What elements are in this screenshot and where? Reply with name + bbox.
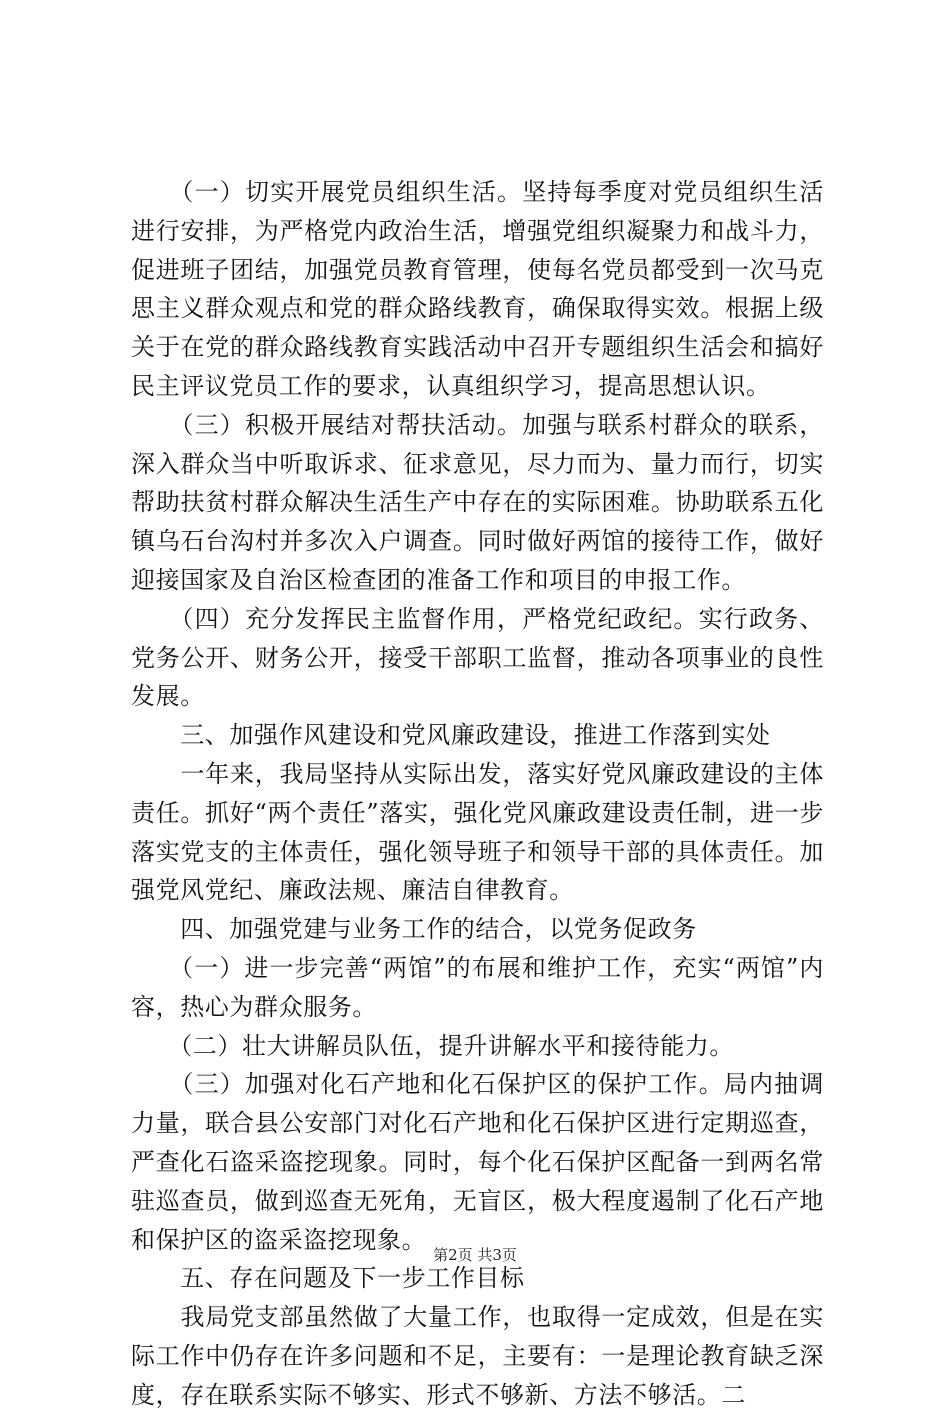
paragraph: （三）积极开展结对帮扶活动。加强与联系村群众的联系，深入群众当中听取诉求、征求意见，尽力而为、量力而行，切实帮助扶贫村群众解决生活生产中存在的实际困难。协助联系五化镇乌石台沟村并多次入户调查。同时做好两馆的接待工作，做好迎接国家及自治区检查团的准备工作和项目的申报工作。 (131, 410, 824, 594)
paragraph: （一）切实开展党员组织生活。坚持每季度对党员组织生活进行安排，为严格党内政治生活，增强党组织凝聚力和战斗力，促进班子团结，加强党员教育管理，使每名党员都受到一次马克思主义群众观点和党的群众路线教育，确保取得实效。根据上级关于在党的群众路线教育实践活动中召开专题组织生活会和搞好民主评议党员工作的要求，认真组织学习，提高思想认识。 (131, 178, 824, 400)
paragraph: （四）充分发挥民主监督作用，严格党纪政纪。实行政务、党务公开、财务公开，接受干部职工监督，推动各项事业的良性发展。 (131, 604, 824, 711)
paragraph: （二）壮大讲解员队伍，提升讲解水平和接待能力。 (131, 1031, 734, 1060)
paragraph: （一）进一步完善“两馆”的布展和维护工作，充实“两馆”内容，热心为群众服务。 (131, 953, 824, 1021)
page-footer: 第2页 共3页 (433, 1246, 517, 1264)
section-heading: 五、存在问题及下一步工作目标 (131, 1264, 525, 1293)
section-heading: 三、加强作风建设和党风廉政建设，推进工作落到实处 (131, 721, 771, 750)
paragraph: 我局党支部虽然做了大量工作，也取得一定成效，但是在实际工作中仍存在许多问题和不足，主要有：一是理论教育缺乏深度，存在联系实际不够实、形式不够新、方法不够活。二 (131, 1303, 824, 1409)
paragraph: （三）加强对化石产地和化石保护区的保护工作。局内抽调力量，联合县公安部门对化石产地和化石保护区进行定期巡查，严查化石盗采盗挖现象。同时，每个化石保护区配备一到两名常驻巡查员，做到巡查无死角，无盲区，极大程度遏制了化石产地和保护区的盗采盗挖现象。 (131, 1070, 824, 1254)
document-body (131, 173, 824, 1415)
section-heading: 四、加强党建与业务工作的结合，以党务促政务 (131, 915, 697, 944)
paragraph: 一年来，我局坚持从实际出发，落实好党风廉政建设的主体责任。抓好“两个责任”落实，强化党风廉政建设责任制，进一步落实党支的主体责任，强化领导班子和领导干部的具体责任。加强党风党纪、廉政法规、廉洁自律教育。 (131, 759, 824, 905)
